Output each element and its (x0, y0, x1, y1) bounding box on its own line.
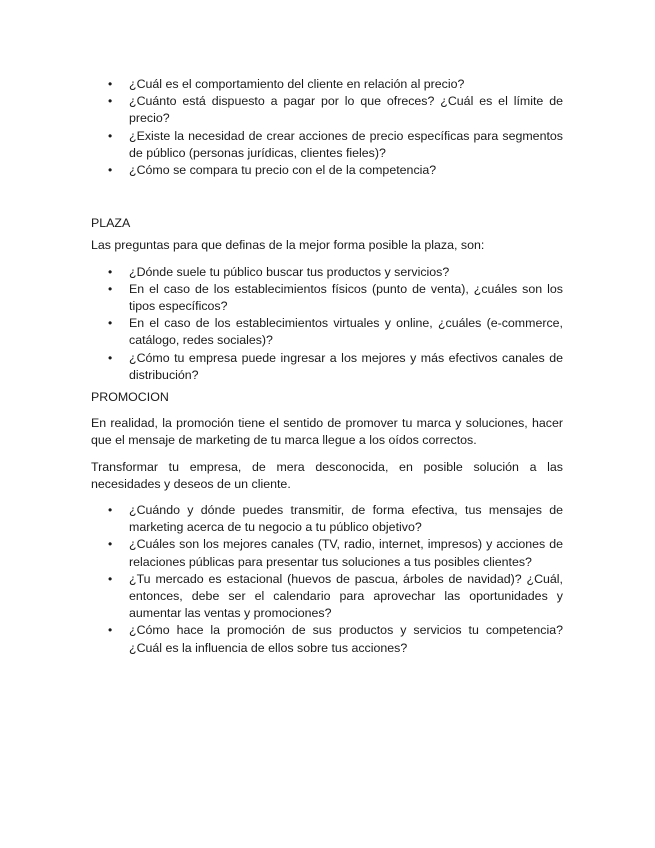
list-item: • ¿Existe la necesidad de crear acciones de precio específicas para segmentos de público (personas jurídicas, clientes fieles)? (91, 128, 563, 162)
promocion-paragraph-2: Transformar tu empresa, de mera desconocida, en posible solución a las necesidades y deseos de un cliente. (91, 459, 563, 491)
list-item: • ¿Cómo tu empresa puede ingresar a los mejores y más efectivos canales de distribución? (91, 350, 563, 384)
list-item: • ¿Dónde suele tu público buscar tus productos y servicios? (91, 264, 563, 281)
list-item: • ¿Cuánto está dispuesto a pagar por lo que ofreces? ¿Cuál es el límite de precio? (91, 93, 563, 127)
list-item: • ¿Cómo hace la promoción de sus productos y servicios tu competencia? ¿Cuál es la influencia de ellos sobre tus acciones? (91, 622, 563, 656)
list-item: • En el caso de los establecimientos virtuales y online, ¿cuáles (e-commerce, catálogo, redes sociales)? (91, 315, 563, 349)
promocion-heading: PROMOCION (91, 390, 169, 405)
list-item: • En el caso de los establecimientos físicos (punto de venta), ¿cuáles son los tipos específicos? (91, 281, 563, 315)
plaza-heading: PLAZA (91, 216, 131, 231)
list-item: • ¿Cuándo y dónde puedes transmitir, de forma efectiva, tus mensajes de marketing acerca de tu negocio a tu público objetivo? (91, 502, 563, 536)
precio-question-list (91, 76, 563, 179)
page-content (91, 76, 563, 657)
list-item: • ¿Cuál es el comportamiento del cliente en relación al precio? (91, 76, 563, 93)
plaza-intro: Las preguntas para que definas de la mejor forma posible la plaza, son: (91, 238, 485, 253)
plaza-question-list (91, 264, 563, 384)
list-item: • ¿Cuáles son los mejores canales (TV, radio, internet, impresos) y acciones de relaciones públicas para presentar tus soluciones a tus posibles clientes? (91, 536, 563, 570)
list-item: • ¿Tu mercado es estacional (huevos de pascua, árboles de navidad)? ¿Cuál, entonces, debe ser el calendario para aprovechar las oportunidades y aumentar las ventas y promociones? (91, 571, 563, 623)
promocion-paragraph-1: En realidad, la promoción tiene el sentido de promover tu marca y soluciones, hacer que el mensaje de marketing de tu marca llegue a los oídos correctos. (91, 416, 563, 448)
list-item: • ¿Cómo se compara tu precio con el de la competencia? (91, 162, 563, 179)
promocion-question-list (91, 502, 563, 657)
